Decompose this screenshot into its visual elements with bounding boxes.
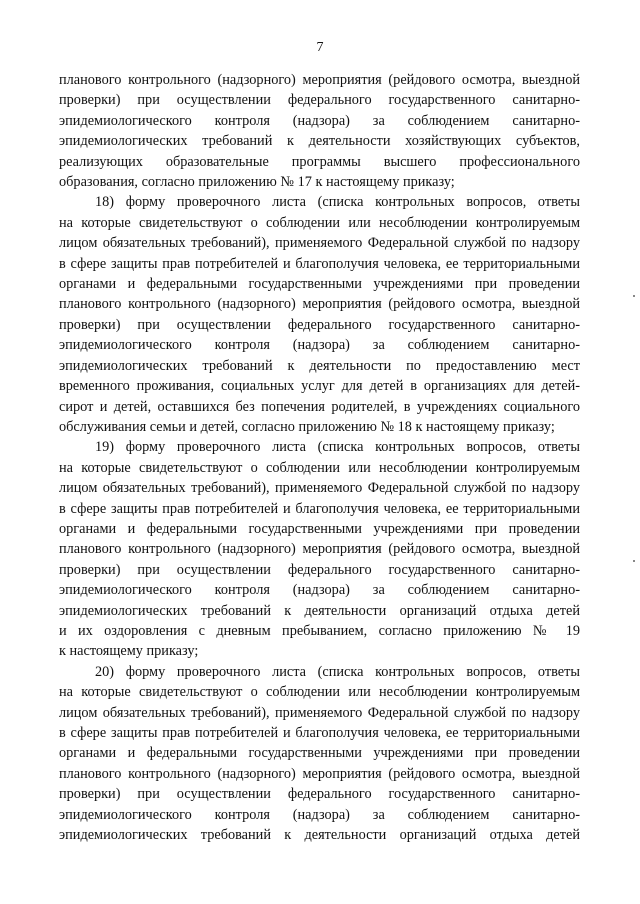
text-line: 18) форму проверочного листа (списка контрольных вопросов, ответы (95, 194, 580, 211)
text-line: к настоящему приказу; (59, 643, 199, 660)
paragraph-item-20 (59, 662, 580, 846)
text-line: эпидемиологического контроля (надзора) за соблюдением санитарно- (59, 112, 580, 129)
text-line: планового контрольного (надзорного) мероприятия (рейдового осмотра, выездной (59, 296, 580, 313)
text-line: планового контрольного (надзорного) мероприятия (рейдового осмотра, выездной (59, 765, 580, 782)
paragraph-continuation (59, 70, 580, 192)
text-line: 20) форму проверочного листа (списка контрольных вопросов, ответы (95, 663, 580, 680)
paragraph-item-19 (59, 437, 580, 661)
text-line: планового контрольного (надзорного) мероприятия (рейдового осмотра, выездной (59, 541, 580, 558)
text-line: на которые свидетельствуют о соблюдении или несоблюдении контролируемым (59, 684, 580, 701)
text-line: проверки) при осуществлении федерального государственного санитарно- (59, 786, 580, 803)
text-line: органами и федеральными государственными учреждениями при проведении (59, 276, 580, 293)
text-line: органами и федеральными государственными учреждениями при проведении (59, 745, 580, 762)
text-line: проверки) при осуществлении федерального государственного санитарно- (59, 561, 580, 578)
paragraph-item-18 (59, 192, 580, 437)
text-line: эпидемиологических требований к деятельности хозяйствующих субъектов, (59, 133, 580, 150)
text-line: эпидемиологических требований к деятельности по предоставлению мест (59, 357, 580, 374)
scan-speck (633, 295, 635, 297)
text-line: органами и федеральными государственными учреждениями при проведении (59, 520, 580, 537)
text-line: лицом обязательных требований), применяемого Федеральной службой по надзору (59, 480, 580, 497)
text-line: в сфере защиты прав потребителей и благополучия человека, ее территориальными (59, 500, 580, 517)
text-line: реализующих образовательные программы высшего профессионального (59, 153, 580, 170)
text-line: эпидемиологических требований к деятельности организаций отдыха детей (59, 602, 580, 619)
text-line: эпидемиологических требований к деятельности организаций отдыха детей (59, 827, 580, 844)
text-line: лицом обязательных требований), применяемого Федеральной службой по надзору (59, 704, 580, 721)
body-text (59, 70, 580, 845)
text-line: и их оздоровления с дневным пребыванием, согласно приложению № 19 (59, 622, 580, 639)
text-line: эпидемиологического контроля (надзора) за соблюдением санитарно- (59, 337, 580, 354)
text-line: проверки) при осуществлении федерального государственного санитарно- (59, 92, 580, 109)
text-line: на которые свидетельствуют о соблюдении или несоблюдении контролируемым (59, 459, 580, 476)
text-line: в сфере защиты прав потребителей и благополучия человека, ее территориальными (59, 255, 580, 272)
page-number: 7 (316, 40, 324, 55)
text-line: проверки) при осуществлении федерального государственного санитарно- (59, 316, 580, 333)
text-line: эпидемиологического контроля (надзора) за соблюдением санитарно- (59, 806, 580, 823)
text-line: лицом обязательных требований), применяемого Федеральной службой по надзору (59, 235, 580, 252)
text-line: временного проживания, социальных услуг для детей в организациях для детей- (59, 378, 580, 395)
text-line: 19) форму проверочного листа (списка контрольных вопросов, ответы (95, 439, 580, 456)
text-line: обслуживания семьи и детей, согласно приложению № 18 к настоящему приказу; (59, 418, 555, 435)
text-line: планового контрольного (надзорного) мероприятия (рейдового осмотра, выездной (59, 72, 580, 88)
text-line: эпидемиологического контроля (надзора) за соблюдением санитарно- (59, 582, 580, 599)
text-line: образования, согласно приложению № 17 к настоящему приказу; (59, 174, 455, 191)
scan-speck (633, 560, 635, 562)
text-line: на которые свидетельствуют о соблюдении или несоблюдении контролируемым (59, 214, 580, 231)
text-line: в сфере защиты прав потребителей и благополучия человека, ее территориальными (59, 725, 580, 741)
text-line: сирот и детей, оставшихся без попечения родителей, в учреждениях социального (59, 398, 580, 415)
